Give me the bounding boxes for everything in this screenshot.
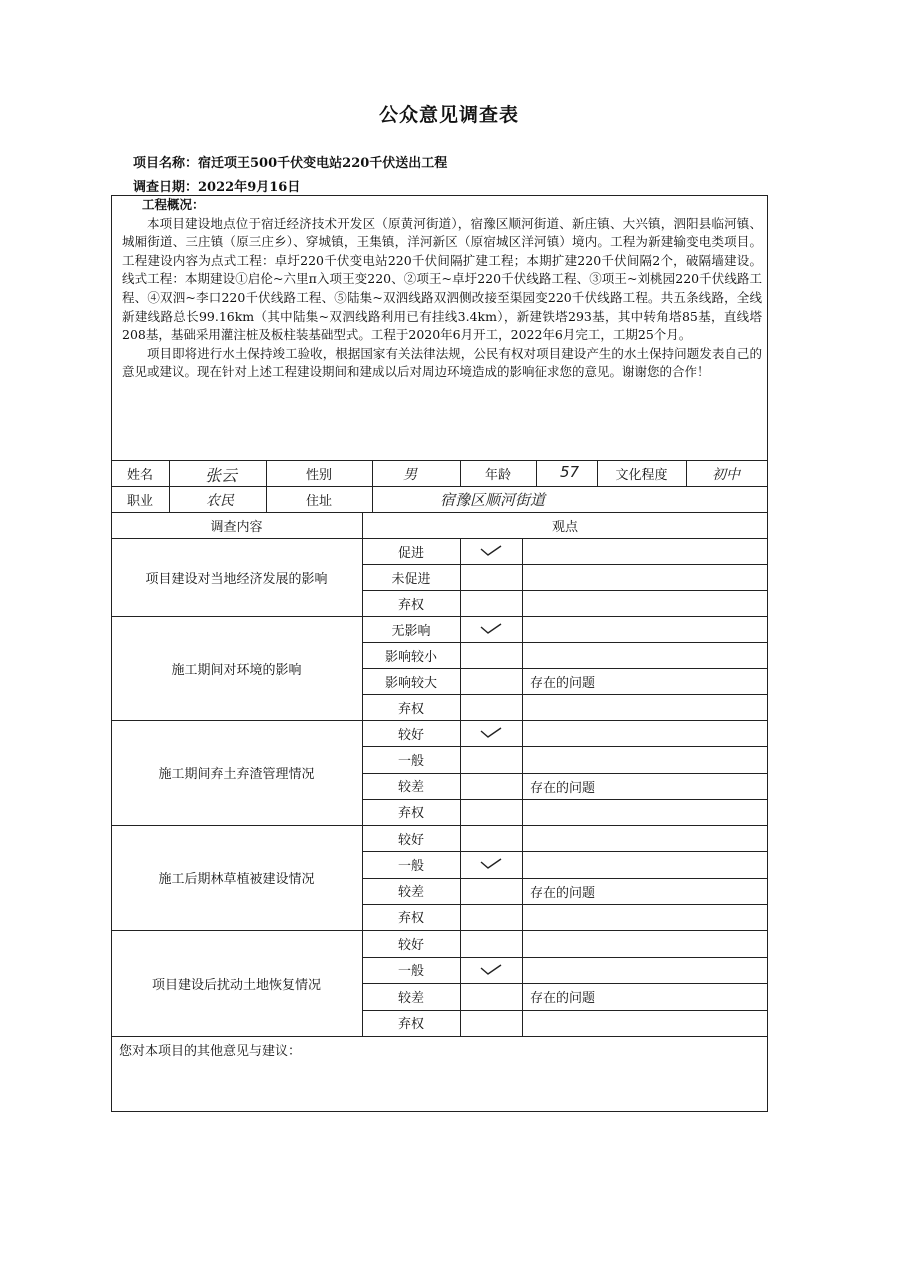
- checkmark-icon: [478, 725, 504, 741]
- question-label: 施工期间对环境的影响: [171, 662, 302, 678]
- content-column-header: 调查内容: [210, 519, 263, 535]
- education-label: 文化程度: [615, 467, 668, 483]
- option-check-cell[interactable]: [460, 799, 522, 825]
- option-check-cell[interactable]: [460, 904, 522, 930]
- divider: [686, 460, 687, 486]
- option-check-cell[interactable]: [460, 825, 522, 851]
- checkmark-icon: [478, 543, 504, 559]
- project-overview: [122, 196, 762, 382]
- question-label: 施工期间弃土弃渣管理情况: [158, 767, 315, 782]
- option-check-cell[interactable]: [460, 930, 522, 957]
- checkmark-icon: [478, 962, 504, 978]
- opinion-column-header: 观点: [551, 519, 578, 535]
- option-check-cell[interactable]: [460, 564, 522, 590]
- document-title: 公众意见调查表: [378, 104, 519, 126]
- option-label: 弃权: [397, 806, 424, 822]
- checkmark-icon: [478, 621, 504, 637]
- option-check-cell[interactable]: [460, 1010, 522, 1037]
- address-value: 宿豫区顺河街道: [440, 491, 546, 509]
- option-label: 一般: [397, 964, 424, 980]
- project-name-label: 项目名称：: [133, 156, 199, 171]
- option-check-cell[interactable]: [460, 642, 522, 668]
- checkmark-icon: [478, 856, 504, 872]
- option-label: 无影响: [391, 623, 431, 639]
- option-label: 较差: [397, 885, 424, 901]
- option-check-cell[interactable]: [460, 616, 522, 642]
- option-check-cell[interactable]: [460, 878, 522, 904]
- divider: [522, 538, 523, 1036]
- option-label: 弃权: [397, 911, 424, 927]
- divider: [111, 486, 768, 487]
- option-check-cell[interactable]: [460, 694, 522, 720]
- overview-paragraph-2: 项目即将进行水土保持竣工验收，根据国家有关法律法规，公民有权对项目建设产生的水土保持问题发表自己的意见或建议。现在针对上述工程建设期间和建成以后对周边环境造成的影响征求您的意见。谢谢您的合作！: [122, 345, 762, 380]
- option-check-cell[interactable]: [460, 851, 522, 877]
- option-label: 影响较小: [384, 649, 437, 665]
- address-label: 住址: [305, 493, 332, 509]
- option-check-cell[interactable]: [460, 957, 522, 984]
- issue-label: 存在的问题: [530, 885, 596, 901]
- option-label: 较好: [397, 727, 424, 743]
- gender-value: 男: [403, 467, 417, 483]
- education-value: 初中: [712, 467, 740, 483]
- issue-label: 存在的问题: [530, 676, 596, 691]
- option-check-cell[interactable]: [460, 590, 522, 616]
- issue-label: 存在的问题: [530, 991, 596, 1007]
- option-check-cell[interactable]: [460, 746, 522, 772]
- option-check-cell[interactable]: [460, 538, 522, 564]
- divider: [169, 460, 170, 512]
- overview-heading: 工程概况：: [142, 197, 205, 212]
- question-label: 项目建设对当地经济发展的影响: [145, 571, 328, 587]
- occupation-value: 农民: [206, 493, 234, 509]
- option-check-cell[interactable]: [460, 773, 522, 799]
- option-label: 弃权: [397, 701, 424, 717]
- other-opinions-label: 您对本项目的其他意见与建议：: [119, 1044, 302, 1059]
- option-label: 较好: [397, 832, 424, 848]
- question-label: 项目建设后扰动土地恢复情况: [151, 977, 321, 993]
- name-value: 张云: [205, 466, 238, 485]
- option-label: 较差: [397, 990, 424, 1006]
- option-label: 促进: [397, 545, 424, 561]
- divider: [372, 460, 373, 512]
- option-check-cell[interactable]: [460, 983, 522, 1010]
- option-label: 影响较大: [384, 675, 437, 691]
- option-label: 一般: [397, 753, 424, 769]
- overview-paragraph-1: 本项目建设地点位于宿迁经济技术开发区（原黄河街道），宿豫区顺河街道、新庄镇、大兴镇，泗阳县临河镇、城厢街道、三庄镇（原三庄乡）、穿城镇，王集镇，洋河新区（原宿城区洋河镇）境内。工程为新建输变电类项目。工程建设内容为点式工程：卓圩220千伏变电站220千伏间隔扩建工程；本期扩建220千伏间隔2个，破隔墙建设。线式工程：本期建设①启伦~六里π入项王变220、②项王~卓圩220千伏线路工程、③项王~刘桃园220千伏线路工程、④双泗~李口220千伏线路工程、⑤陆集~双泗线路双泗侧改接至渠园变220千伏线路工程。共五条线路，全线新建线路总长99.16km（其中陆集~双泗线路利用已有挂线3.4km），新建铁塔293基，其中转角塔85基，直线塔208基，基础采用灌注桩及板柱装基础型式。工程于2020年6月开工，2022年6月完工，工期25个月。: [122, 215, 762, 343]
- age-value: 57: [560, 463, 580, 481]
- divider: [111, 1036, 768, 1037]
- option-check-cell[interactable]: [460, 668, 522, 694]
- survey-date-value: 2022年9月16日: [198, 180, 301, 195]
- occupation-label: 职业: [126, 493, 153, 509]
- name-label: 姓名: [126, 467, 153, 483]
- option-label: 较差: [397, 780, 424, 796]
- gender-label: 性别: [305, 467, 332, 483]
- age-label: 年龄: [484, 467, 511, 483]
- option-check-cell[interactable]: [460, 720, 522, 746]
- option-label: 未促进: [391, 571, 431, 587]
- issue-label: 存在的问题: [530, 780, 596, 796]
- option-label: 弃权: [397, 1017, 424, 1033]
- divider: [536, 460, 537, 486]
- survey-date-line: [133, 176, 300, 195]
- project-name-line: [133, 152, 447, 171]
- survey-date-label: 调查日期：: [133, 180, 199, 195]
- project-name-value: 宿迁项王500千伏变电站220千伏送出工程: [198, 156, 448, 171]
- question-label: 施工后期林草植被建设情况: [158, 872, 315, 887]
- option-label: 弃权: [397, 597, 424, 613]
- option-label: 较好: [397, 937, 424, 953]
- option-label: 一般: [397, 858, 424, 874]
